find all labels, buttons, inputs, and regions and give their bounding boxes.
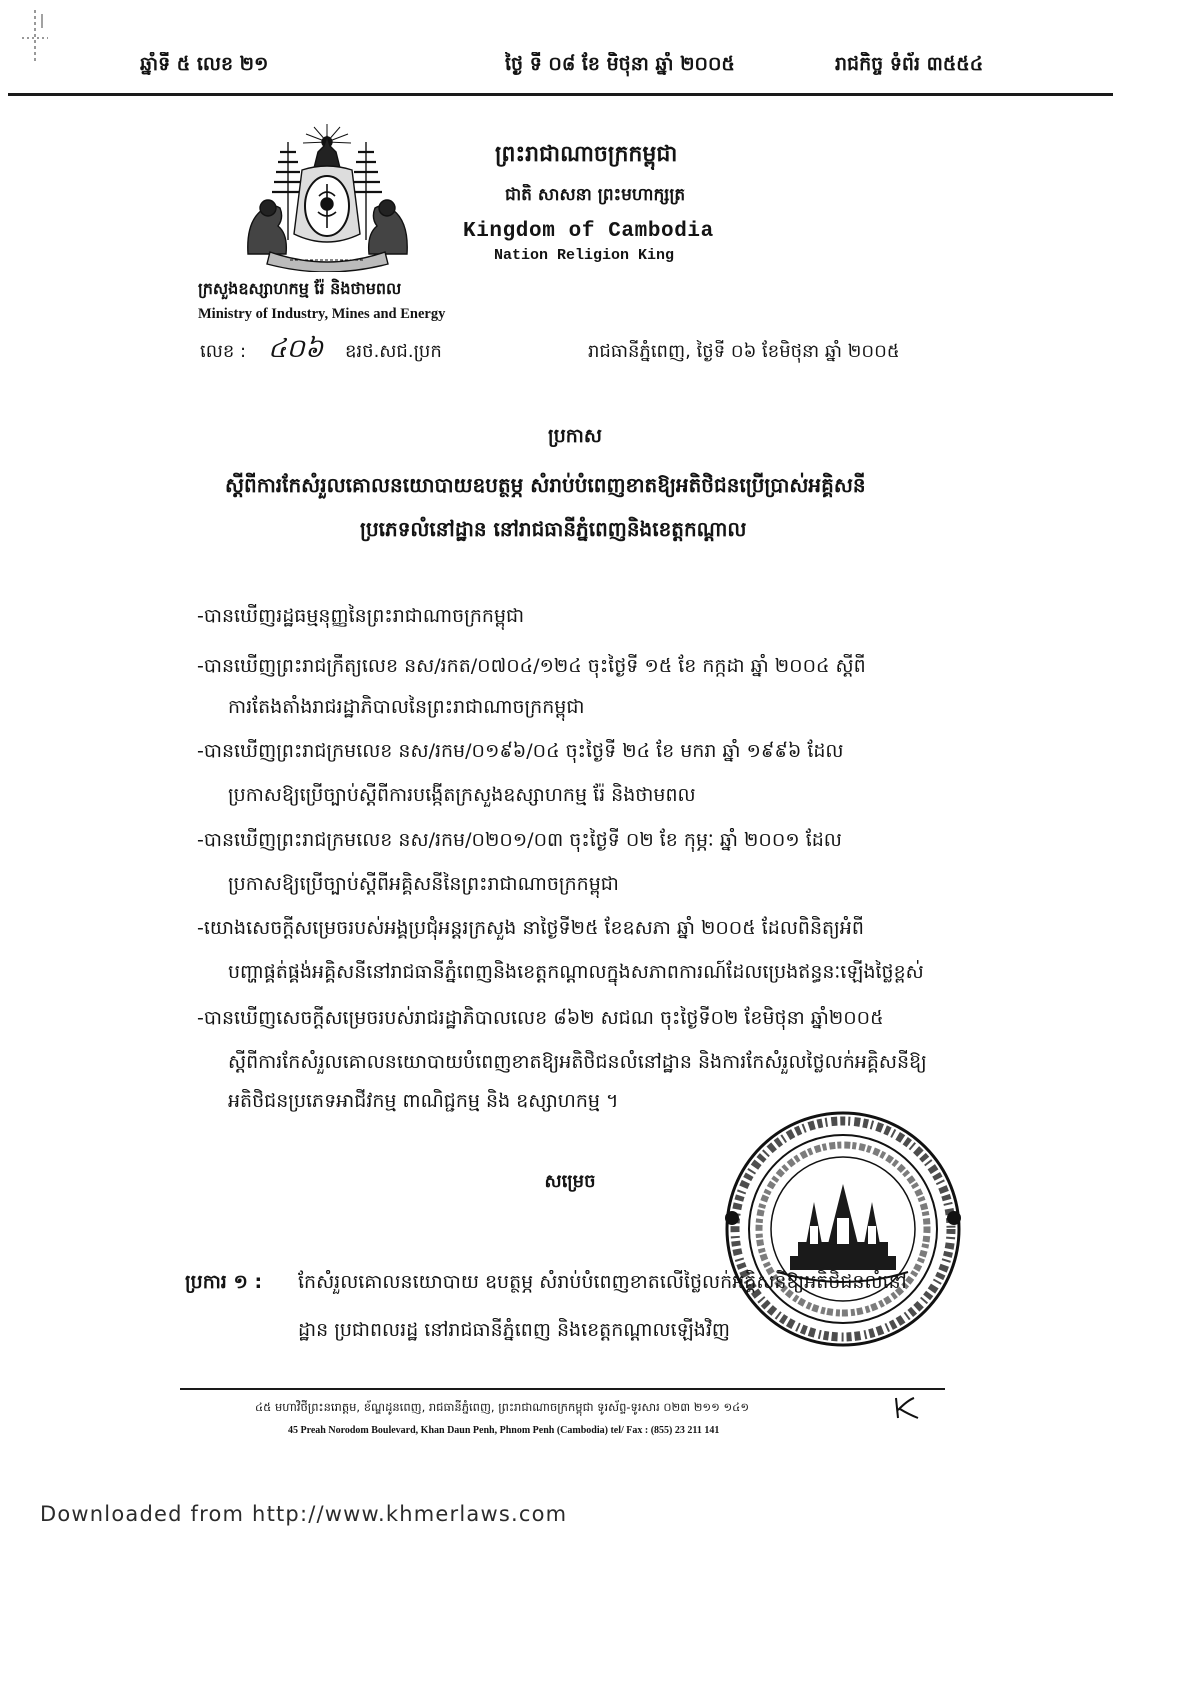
ministry-name-kh: ក្រសួងឧស្សាហកម្ម រ៉ែ និងថាមពល [198, 279, 402, 298]
subject-line: ប្រភេទលំនៅដ្ឋាន នៅរាជធានីភ្នំពេញនិងខេត្តកណ្តាល [360, 517, 747, 541]
footer-address-kh: ៤៥ មហាវិថីព្រះនរោត្តម, ខ័ណ្ឌដូនពេញ, រាជធានីភ្នំពេញ, ព្រះរាជាណាចក្រកម្ពុជា ទូរស័ព្ទ-ទូរសារ ០២៣ ២១១ ១៤១ [255, 1400, 750, 1414]
article-text: ដ្ឋាន ប្រជាពលរដ្ឋ នៅរាជធានីភ្នំពេញ និងខេត្តកណ្តាលឡើងវិញ [298, 1319, 730, 1341]
place-and-date: រាជធានីភ្នំពេញ, ថ្ងៃទី ០៦ ខែមិថុនា ឆ្នាំ ២០០៥ [588, 341, 900, 362]
preamble-continuation: អតិថិជនប្រភេទអាជីវកម្ម ពាណិជ្ជកម្ម និង ឧស្សាហកម្ម ។ [228, 1090, 619, 1112]
preamble-continuation: បញ្ហាផ្គត់ផ្គង់អគ្គិសនីនៅរាជធានីភ្នំពេញនិងខេត្តកណ្តាលក្នុងសភាពការណ៍ដែលប្រេងឥន្ធនៈឡើងថ្លៃខ្ពស់ [228, 961, 924, 983]
preamble-item: -បានឃើញសេចក្តីសម្រេចរបស់រាជរដ្ឋាភិបាលលេខ ៨៦២ សជណ ចុះថ្ងៃទី០២ ខែមិថុនា ឆ្នាំ២០០៥ [197, 1007, 884, 1029]
preamble-continuation: ប្រកាសឱ្យប្រើច្បាប់ស្តីពីការបង្កើតក្រសួងឧស្សាហកម្ម រ៉ែ និងថាមពល [228, 784, 696, 806]
kingdom-name-en: Kingdom of Cambodia [463, 220, 714, 243]
preamble-item: -បានឃើញរដ្ឋធម្មនុញ្ញនៃព្រះរាជាណាចក្រកម្ពុជា [197, 605, 525, 627]
preamble-item: -បានឃើញព្រះរាជក្រមលេខ នស/រកម/០១៩៦/០៤ ចុះថ្ងៃទី ២៤ ខែ មករា ឆ្នាំ ១៩៩៦ ដែល [197, 740, 844, 762]
decision-heading: សម្រេច [544, 1171, 596, 1192]
download-source-note: Downloaded from http://www.khmerlaws.com [40, 1502, 568, 1526]
preamble-continuation: ប្រកាសឱ្យប្រើច្បាប់ស្តីពីអគ្គិសនីនៃព្រះរាជាណាចក្រកម្ពុជា [228, 873, 619, 895]
gazette-issue: ឆ្នាំទី ៥ លេខ ២១ [140, 53, 269, 75]
ministry-seal-icon [718, 1106, 968, 1352]
national-motto-en: Nation Religion King [494, 247, 675, 264]
footer-address-en: 45 Preah Norodom Boulevard, Khan Daun Penh, Phnom Penh (Cambodia) tel/ Fax : (855) 23 211 141 [288, 1425, 720, 1436]
article-text: កែសំរួលគោលនយោបាយ ឧបត្ថម្ភ សំរាប់បំពេញខាតលើថ្លៃលក់អគ្គិសនីឱ្យអតិថិជនលំនៅ [298, 1271, 907, 1293]
handwritten-initial [888, 1394, 922, 1422]
footer-rule [180, 1388, 945, 1390]
preamble-item: -បានឃើញព្រះរាជក្រមលេខ នស/រកម/០២០១/០៣ ចុះថ្ងៃទី ០២ ខែ កុម្ភៈ ឆ្នាំ ២០០១ ដែល [197, 829, 842, 851]
preamble-continuation: ការតែងតាំងរាជរដ្ឋាភិបាលនៃព្រះរាជាណាចក្រកម្ពុជា [228, 696, 585, 718]
preamble-continuation: ស្តីពីការកែសំរួលគោលនយោបាយបំពេញខាតឱ្យអតិថិជនលំនៅដ្ឋាន និងការកែសំរួលថ្លៃលក់អគ្គិសនីឱ្យ [228, 1051, 927, 1073]
preamble-item: -បានឃើញព្រះរាជក្រឹត្យលេខ នស/រកត/០៧០៤/១២៤ ចុះថ្ងៃទី ១៥ ខែ កក្កដា ឆ្នាំ ២០០៤ ស្តីពី [197, 655, 866, 677]
reference-number-label: លេខ : [200, 341, 247, 362]
subject-line: ស្តីពីការកែសំរួលគោលនយោបាយឧបត្ថម្ភ សំរាប់បំពេញខាតឱ្យអតិថិជនប្រើប្រាស់អគ្គិសនី [225, 473, 866, 497]
article-label: ប្រការ ១ : [185, 1271, 263, 1293]
preamble-item: -យោងសេចក្តីសម្រេចរបស់អង្គប្រជុំអន្តរក្រសួង នាថ្ងៃទី២៥ ខែឧសភា ឆ្នាំ ២០០៥ ដែលពិនិត្យអំពី [197, 917, 864, 939]
reference-number-handwritten: ៤០៦ [268, 334, 324, 364]
scan-registration-mark [18, 8, 52, 66]
header-rule [8, 93, 1113, 96]
gazette-page: រាជកិច្ច ទំព័រ ៣៥៥៤ [835, 53, 984, 75]
ministry-name-en: Ministry of Industry, Mines and Energy [198, 306, 446, 322]
national-motto-kh: ជាតិ សាសនា ព្រះមហាក្សត្រ [505, 185, 686, 205]
gazette-date: ថ្ងៃ ទី ០៨ ខែ មិថុនា ឆ្នាំ ២០០៥ [505, 53, 735, 75]
document-type: ប្រកាស [548, 425, 602, 447]
kingdom-name-kh: ព្រះរាជាណាចក្រកម្ពុជា [495, 142, 678, 167]
reference-number-suffix: ឧរថ.សជ.ប្រក [345, 341, 442, 362]
royal-coat-of-arms-icon [240, 122, 415, 272]
